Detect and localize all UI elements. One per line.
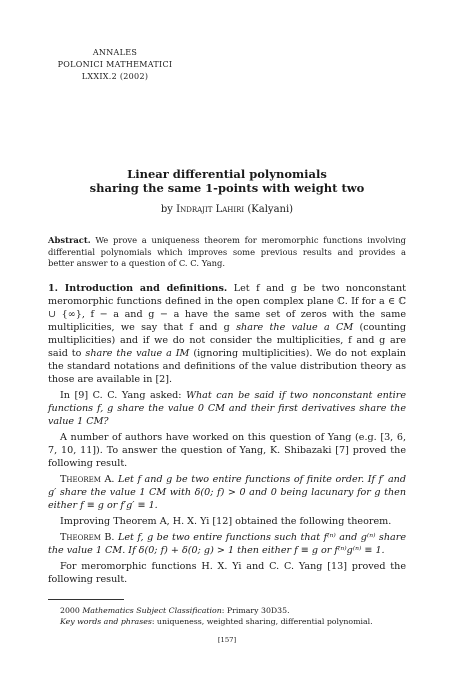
msc-footnote [48, 605, 406, 616]
intro-paragraph [48, 282, 406, 386]
main-text [48, 282, 406, 589]
intro-text-a: Let f and g be two nonconstant meromorphic functions defined in the open complex plane ℂ. If for a ∈ ℂ ∪ {∞}, f − a and g − a have the same set of zeros with the same multiplicities, we say that f and g [48, 283, 406, 333]
theorem-b-label: Theorem B. [60, 532, 115, 543]
yang-question-paragraph [48, 389, 406, 428]
keywords-value: : uniqueness, weighted sharing, differential polynomial. [151, 617, 373, 626]
author-name: Indrajit Lahiri [176, 204, 245, 215]
intro-text-c: (ignoring multiplicities). We do not explain the standard notations and definitions of the value distribution theory as those are available in [2]. [48, 348, 406, 385]
author-affiliation: (Kalyani) [247, 204, 294, 215]
yang-question: What can be said if two nonconstant entire functions f, g share the value 0 CM and their first derivatives share the value 1 CM? [48, 390, 406, 427]
msc-prefix: 2000 [60, 606, 83, 615]
journal-header [50, 47, 180, 83]
theorem-a [48, 473, 406, 512]
theorem-a-label: Theorem A. [60, 474, 115, 485]
title-line2: sharing the same 1-points with weight two [89, 181, 365, 195]
footnote-rule [48, 599, 124, 600]
theorem-b-text: Let f, g be two entire functions such that f⁽ⁿ⁾ and g⁽ⁿ⁾ share the value 1 CM. If δ(0; f) + δ(0; g) > 1 then either f ≡ g or f⁽ⁿ⁾g⁽ⁿ⁾ ≡ 1. [48, 532, 406, 556]
author-byline [40, 204, 414, 215]
footnotes [48, 605, 406, 627]
meromorphic-paragraph: For meromorphic functions H. X. Yi and C. C. Yang [13] proved the following result. [48, 561, 406, 585]
msc-label: Mathematics Subject Classification [82, 606, 222, 615]
journal-volume: LXXIX.2 (2002) [81, 72, 149, 81]
share-im-term: share the value a IM [85, 348, 190, 359]
journal-name-line2: POLONICI MATHEMATICI [57, 60, 173, 69]
keywords-footnote [48, 616, 406, 627]
keywords-label: Key words and phrases [60, 617, 152, 626]
theorem-b [48, 531, 406, 557]
journal-name-line1: ANNALES [92, 48, 138, 57]
abstract-text: We prove a uniqueness theorem for meromorphic functions involving differential polynomials which improves some previous results and provides a better answer to a question of C. C. Yang. [48, 235, 406, 268]
abstract [48, 235, 406, 270]
abstract-label: Abstract. [48, 235, 91, 245]
page-number: [157] [217, 636, 237, 644]
title-line1: Linear differential polynomials [127, 167, 327, 181]
share-cm-term: share the value a CM [236, 322, 354, 333]
intro-text-b: (counting multiplicities) and if we do not consider the multiplicities, f and g are said to [48, 322, 406, 359]
byline-prefix: by [160, 204, 173, 215]
section-heading: 1. Introduction and definitions. [48, 283, 228, 294]
improving-paragraph: Improving Theorem A, H. X. Yi [12] obtained the following theorem. [60, 516, 392, 527]
theorem-a-text: Let f and g be two entire functions of finite order. If f′ and g′ share the value 1 CM with δ(0; f) > 0 and 0 being lacunary for g then either f ≡ g or f′g′ ≡ 1. [48, 474, 406, 511]
yang-question-intro: In [9] C. C. Yang asked: [60, 390, 187, 401]
authors-paragraph: A number of authors have worked on this question of Yang (e.g. [3, 6, 7, 10, 11]). To answer the question of Yang, K. Shibazaki [7] proved the following result. [48, 432, 406, 469]
paper-title [40, 167, 414, 195]
msc-value: : Primary 30D35. [221, 606, 290, 615]
